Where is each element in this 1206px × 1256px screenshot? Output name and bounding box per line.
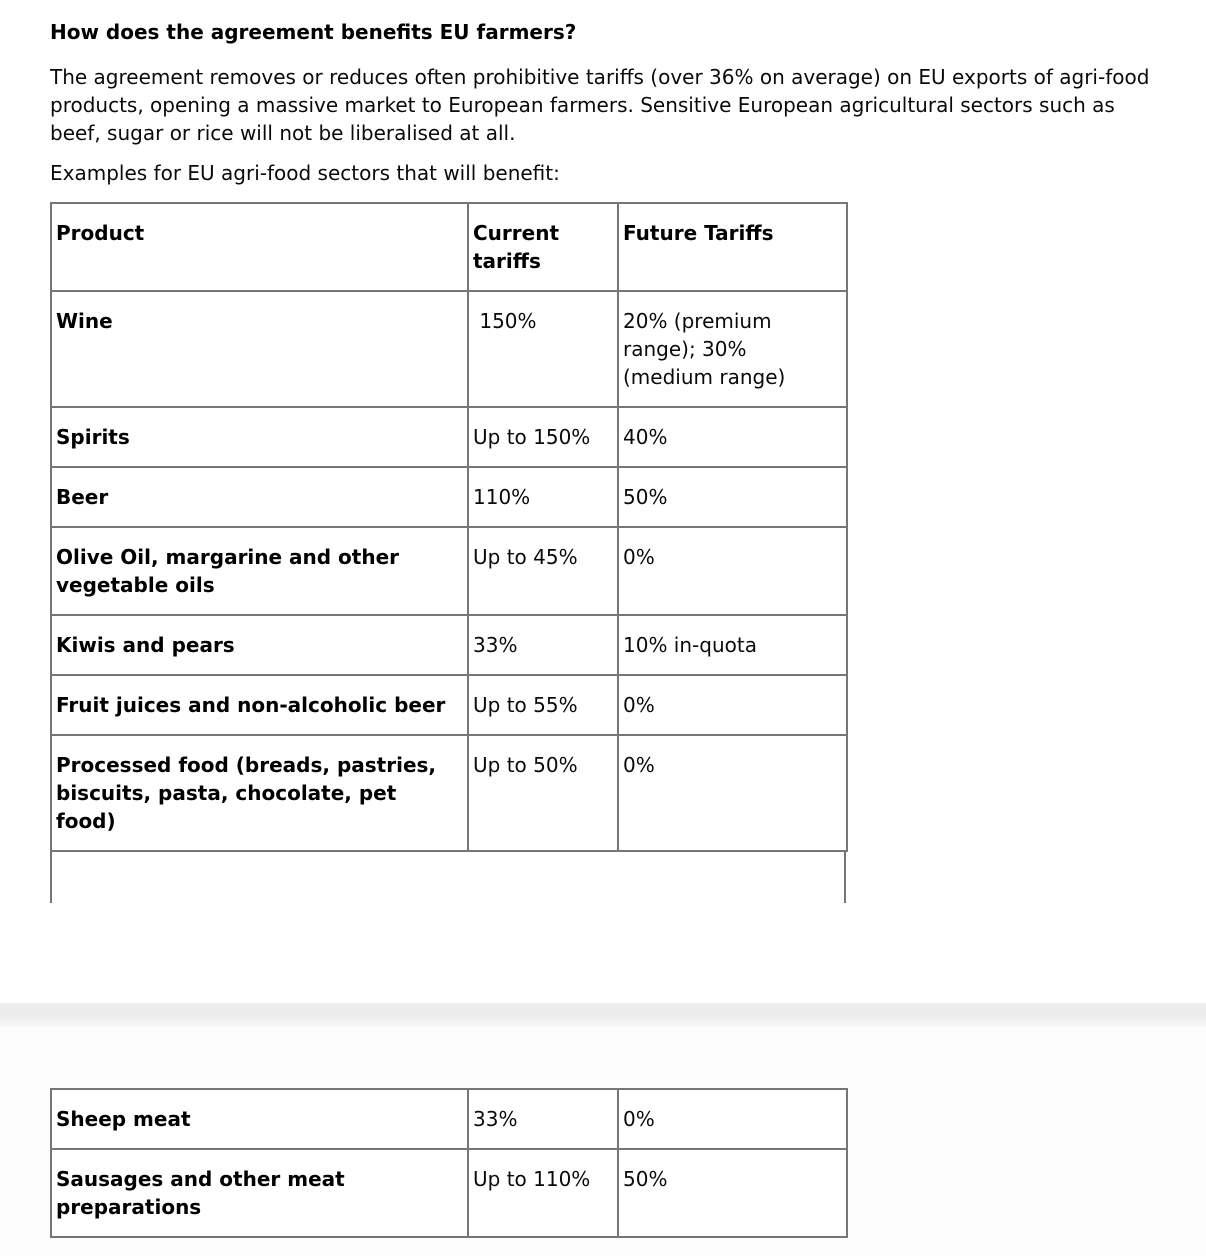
current-tariff-cell: Up to 50% xyxy=(468,735,618,851)
product-cell: Kiwis and pears xyxy=(51,615,468,675)
column-header-product: Product xyxy=(51,203,468,291)
table-header-row xyxy=(51,203,847,291)
table-row xyxy=(51,527,847,615)
column-header-future-tariffs: Future Tariffs xyxy=(618,203,847,291)
table-row xyxy=(51,615,847,675)
product-cell: Sheep meat xyxy=(51,1089,468,1149)
document-page-2 xyxy=(0,1027,1206,1256)
current-tariff-cell: 110% xyxy=(468,467,618,527)
future-tariff-cell: 40% xyxy=(618,407,847,467)
current-tariff-cell: 33% xyxy=(468,1089,618,1149)
table-row xyxy=(51,291,847,407)
page-heading: How does the agreement benefits EU farmers? xyxy=(50,20,577,44)
product-cell: Processed food (breads, pastries, biscuits, pasta, chocolate, pet food) xyxy=(51,735,468,851)
current-tariff-cell: 33% xyxy=(468,615,618,675)
future-tariff-cell: 50% xyxy=(618,1149,847,1237)
current-tariff-cell: 150% xyxy=(468,291,618,407)
table-row xyxy=(51,407,847,467)
product-cell: Olive Oil, margarine and other vegetable oils xyxy=(51,527,468,615)
column-header-current-tariffs: Current tariffs xyxy=(468,203,618,291)
empty-table-row xyxy=(50,852,846,903)
current-tariff-cell: Up to 110% xyxy=(468,1149,618,1237)
future-tariff-cell: 20% (premium range); 30% (medium range) xyxy=(618,291,847,407)
table-row xyxy=(51,735,847,851)
future-tariff-cell: 0% xyxy=(618,735,847,851)
table-row xyxy=(51,1149,847,1237)
current-tariff-cell: Up to 150% xyxy=(468,407,618,467)
product-cell: Beer xyxy=(51,467,468,527)
future-tariff-cell: 10% in-quota xyxy=(618,615,847,675)
tariff-table xyxy=(50,202,848,852)
table-row xyxy=(51,1089,847,1149)
future-tariff-cell: 0% xyxy=(618,527,847,615)
product-cell: Spirits xyxy=(51,407,468,467)
intro-paragraph: The agreement removes or reduces often prohibitive tariffs (over 36% on average) on EU exports of agri-food products, opening a massive market to European farmers. Sensitive European agricultural sectors such as beef, sugar or rice will not be liberalised at all. xyxy=(50,65,1150,145)
tariff-table-continued xyxy=(50,1088,848,1238)
future-tariff-cell: 0% xyxy=(618,1089,847,1149)
page-separator xyxy=(0,1003,1206,1027)
product-cell: Wine xyxy=(51,291,468,407)
current-tariff-cell: Up to 55% xyxy=(468,675,618,735)
examples-caption: Examples for EU agri-food sectors that will benefit: xyxy=(50,161,560,185)
product-cell: Sausages and other meat preparations xyxy=(51,1149,468,1237)
future-tariff-cell: 0% xyxy=(618,675,847,735)
product-cell: Fruit juices and non-alcoholic beer xyxy=(51,675,468,735)
table-row xyxy=(51,467,847,527)
current-tariff-cell: Up to 45% xyxy=(468,527,618,615)
table-row xyxy=(51,675,847,735)
future-tariff-cell: 50% xyxy=(618,467,847,527)
